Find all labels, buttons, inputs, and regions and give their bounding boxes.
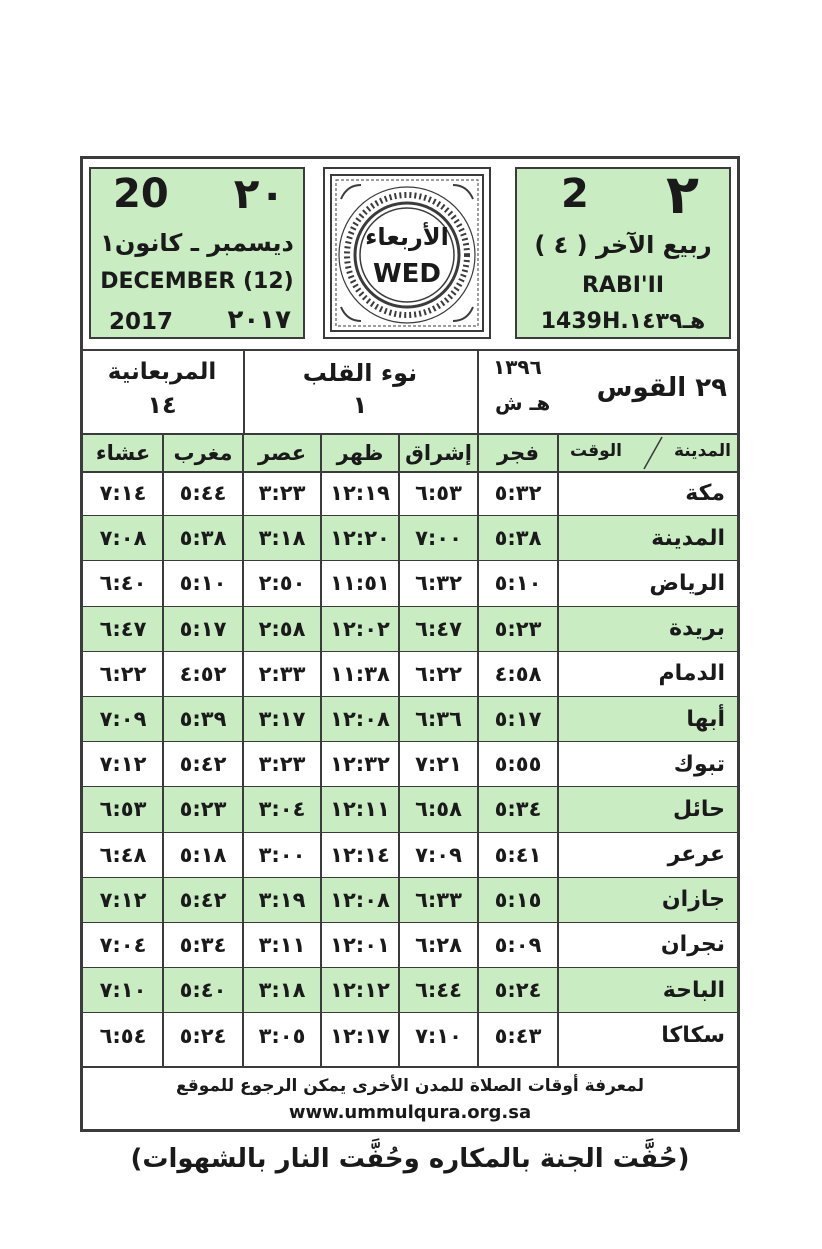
table-row — [83, 697, 737, 742]
city-name: نجران — [660, 932, 725, 958]
col-isha: عشاء — [95, 441, 151, 465]
maghrib-time: ٥:٤٢ — [179, 887, 227, 912]
fajr-time: ٥:٠٩ — [494, 932, 542, 957]
isha-time: ٧:١٢ — [99, 887, 147, 912]
footer-note: لمعرفة أوقات الصلاة للمدن الأخرى يمكن الرجوع للموقع — [175, 1076, 645, 1096]
sunrise-time: ٦:٤٤ — [415, 978, 462, 1003]
asr-time: ٣:٠٠ — [258, 842, 306, 867]
city-name: الدمام — [658, 661, 725, 687]
fajr-time: ٥:٣٨ — [494, 526, 542, 551]
isha-time: ٧:٠٤ — [99, 932, 147, 957]
star-cell — [245, 351, 479, 433]
city-name: الباحة — [662, 977, 725, 1003]
col-fajr: فجر — [497, 441, 539, 465]
grid-line — [477, 435, 479, 1066]
city-name: بريدة — [669, 616, 725, 642]
isha-time: ٧:١٠ — [99, 978, 147, 1003]
dhuhr-time: ١٢:١٧ — [330, 1023, 390, 1048]
city-name: عرعر — [667, 842, 725, 868]
city-time-header — [558, 435, 737, 471]
asr-time: ٣:١٨ — [258, 978, 306, 1003]
table-row — [83, 1013, 737, 1058]
dhuhr-time: ١٢:٣٢ — [330, 752, 390, 777]
table-row — [83, 652, 737, 697]
asr-time: ٣:١٩ — [258, 887, 306, 912]
asr-time: ٣:٠٥ — [258, 1023, 306, 1048]
maghrib-time: ٥:٣٨ — [179, 526, 227, 551]
isha-time: ٧:١٤ — [99, 481, 147, 506]
hijri-year: 1439H.هـ١٤٣٩ — [540, 309, 706, 334]
isha-time: ٧:١٢ — [99, 752, 147, 777]
fajr-time: ٥:٢٣ — [494, 616, 542, 641]
asr-time: ٣:١١ — [258, 932, 306, 957]
table-row — [83, 787, 737, 832]
maghrib-time: ٥:١٨ — [179, 842, 227, 867]
solar-year: ١٣٩٦ — [493, 355, 542, 379]
sunrise-time: ٦:٥٣ — [415, 481, 462, 506]
city-name: حائل — [672, 796, 725, 822]
dhuhr-time: ١٢:٠٨ — [330, 887, 390, 912]
gregorian-year-western: 2017 — [109, 309, 174, 335]
city-name: سكاكا — [661, 1023, 725, 1049]
maghrib-time: ٥:٢٤ — [179, 1023, 227, 1048]
grid-line — [557, 435, 559, 1066]
asr-time: ٢:٣٣ — [258, 661, 306, 686]
sunrise-time: ٧:٢١ — [415, 752, 462, 777]
sunrise-time: ٧:٠٩ — [415, 842, 462, 867]
isha-time: ٦:٤٨ — [99, 842, 147, 867]
weekday-seal — [323, 167, 491, 339]
season-cell — [83, 351, 245, 433]
gregorian-day-western: 20 — [113, 171, 169, 217]
star-day: ١ — [352, 391, 368, 419]
fajr-time: ٥:٤١ — [494, 842, 542, 867]
isha-time: ٦:٥٣ — [99, 797, 147, 822]
table-row — [83, 923, 737, 968]
maghrib-time: ٤:٥٢ — [179, 661, 227, 686]
city-name: الرياض — [649, 570, 725, 596]
time-header-label: الوقت — [570, 441, 622, 461]
hijri-day-western: 2 — [561, 171, 589, 217]
dhuhr-time: ١٢:١٢ — [330, 978, 390, 1003]
city-name: تبوك — [673, 751, 725, 777]
dhuhr-time: ١٢:٠٢ — [330, 616, 390, 641]
isha-time: ٦:٤٧ — [99, 616, 147, 641]
fajr-time: ٥:٥٥ — [494, 752, 542, 777]
gregorian-year-arabic: ٢٠١٧ — [227, 305, 291, 335]
sunrise-time: ٦:٣٢ — [415, 571, 462, 596]
star-label: نوء القلب — [302, 359, 418, 387]
date-header — [83, 159, 737, 351]
sunrise-time: ٦:٤٧ — [415, 616, 462, 641]
fajr-time: ٤:٥٨ — [494, 661, 542, 686]
seal-day-english: WED — [372, 259, 442, 289]
footer — [83, 1066, 737, 1131]
gregorian-month-english: DECEMBER (12) — [100, 269, 294, 294]
zodiac-label: ٢٩ القوس — [596, 373, 727, 403]
maghrib-time: ٥:١٧ — [179, 616, 227, 641]
table-row — [83, 878, 737, 923]
table-row — [83, 516, 737, 561]
prayer-table-body — [83, 471, 737, 1058]
seal-ornament — [325, 169, 489, 337]
dhuhr-time: ١١:٥١ — [330, 571, 390, 596]
gregorian-day-arabic: ٢٠ — [233, 169, 285, 218]
dhuhr-time: ١٢:٠٨ — [330, 707, 390, 732]
dhuhr-time: ١٢:١٩ — [330, 481, 390, 506]
city-name: أبها — [686, 706, 725, 732]
hijri-month-english: RABI'II — [581, 273, 665, 298]
maghrib-time: ٥:٤٠ — [179, 978, 227, 1003]
city-name: مكة — [685, 480, 725, 506]
zodiac-cell — [479, 351, 737, 433]
asr-time: ٣:٢٣ — [258, 481, 306, 506]
table-row — [83, 607, 737, 652]
col-maghrib: مغرب — [173, 441, 233, 465]
gregorian-month-arabic: ديسمبر ـ كانون١ — [100, 229, 294, 257]
city-name: جازان — [661, 887, 725, 913]
isha-time: ٧:٠٩ — [99, 707, 147, 732]
grid-line — [320, 435, 322, 1066]
prayer-table-header — [83, 435, 737, 473]
proverb: (حُفَّت الجنة بالمكاره وحُفَّت النار بالشهوات) — [130, 1144, 690, 1174]
isha-time: ٦:٥٤ — [99, 1023, 147, 1048]
dhuhr-time: ١٢:٢٠ — [330, 526, 390, 551]
hijri-month-arabic: ربيع الآخر ( ٤ ) — [534, 231, 712, 259]
footer-url[interactable]: www.ummulqura.org.sa — [288, 1102, 532, 1123]
sunrise-time: ٦:٣٦ — [415, 707, 462, 732]
fajr-time: ٥:١٧ — [494, 707, 542, 732]
gregorian-date-box — [89, 167, 305, 339]
grid-line — [162, 435, 164, 1066]
sunrise-time: ٧:١٠ — [415, 1023, 462, 1048]
sunrise-time: ٦:٢٢ — [415, 661, 462, 686]
season-label: المربعانية — [107, 359, 217, 385]
asr-time: ٣:١٧ — [258, 707, 306, 732]
hijri-day-arabic: ٢ — [666, 163, 699, 226]
table-row — [83, 561, 737, 606]
isha-time: ٦:٤٠ — [99, 571, 147, 596]
asr-time: ٢:٥٨ — [258, 616, 306, 641]
isha-time: ٧:٠٨ — [99, 526, 147, 551]
fajr-time: ٥:٤٣ — [494, 1023, 542, 1048]
table-row — [83, 742, 737, 787]
fajr-time: ٥:١٠ — [494, 571, 542, 596]
col-asr: عصر — [257, 441, 307, 465]
calendar-card — [80, 156, 740, 1132]
solar-year-suffix: هـ ش — [495, 391, 551, 415]
dhuhr-time: ١١:٣٨ — [330, 661, 390, 686]
city-name: المدينة — [651, 525, 725, 551]
maghrib-time: ٥:٣٩ — [179, 707, 227, 732]
city-header-label: المدينة — [673, 441, 731, 461]
isha-time: ٦:٢٢ — [99, 661, 147, 686]
col-dhuhr: ظهر — [336, 441, 384, 465]
dhuhr-time: ١٢:١١ — [330, 797, 390, 822]
asr-time: ٢:٥٠ — [258, 571, 306, 596]
season-day: ١٤ — [147, 391, 177, 419]
table-row — [83, 968, 737, 1013]
sunrise-time: ٧:٠٠ — [415, 526, 462, 551]
fajr-time: ٥:١٥ — [494, 887, 542, 912]
seal-day-arabic: الأربعاء — [365, 223, 449, 251]
hijri-date-box — [515, 163, 731, 339]
sunrise-time: ٦:٥٨ — [415, 797, 462, 822]
maghrib-time: ٥:١٠ — [179, 571, 227, 596]
table-row — [83, 471, 737, 516]
sunrise-time: ٦:٣٣ — [415, 887, 462, 912]
col-sunrise: إشراق — [405, 441, 472, 465]
asr-time: ٣:٠٤ — [258, 797, 306, 822]
asr-time: ٣:١٨ — [258, 526, 306, 551]
grid-line — [398, 435, 400, 1066]
dhuhr-time: ١٢:١٤ — [330, 842, 390, 867]
maghrib-time: ٥:٣٤ — [179, 932, 227, 957]
grid-line — [242, 435, 244, 1066]
season-info-row — [83, 351, 737, 435]
maghrib-time: ٥:٤٢ — [179, 752, 227, 777]
dhuhr-time: ١٢:٠١ — [330, 932, 390, 957]
sunrise-time: ٦:٢٨ — [415, 932, 462, 957]
fajr-time: ٥:٢٤ — [494, 978, 542, 1003]
fajr-time: ٥:٣٢ — [494, 481, 542, 506]
asr-time: ٣:٢٣ — [258, 752, 306, 777]
maghrib-time: ٥:٤٤ — [179, 481, 227, 506]
maghrib-time: ٥:٢٣ — [179, 797, 227, 822]
fajr-time: ٥:٣٤ — [494, 797, 542, 822]
table-row — [83, 833, 737, 878]
